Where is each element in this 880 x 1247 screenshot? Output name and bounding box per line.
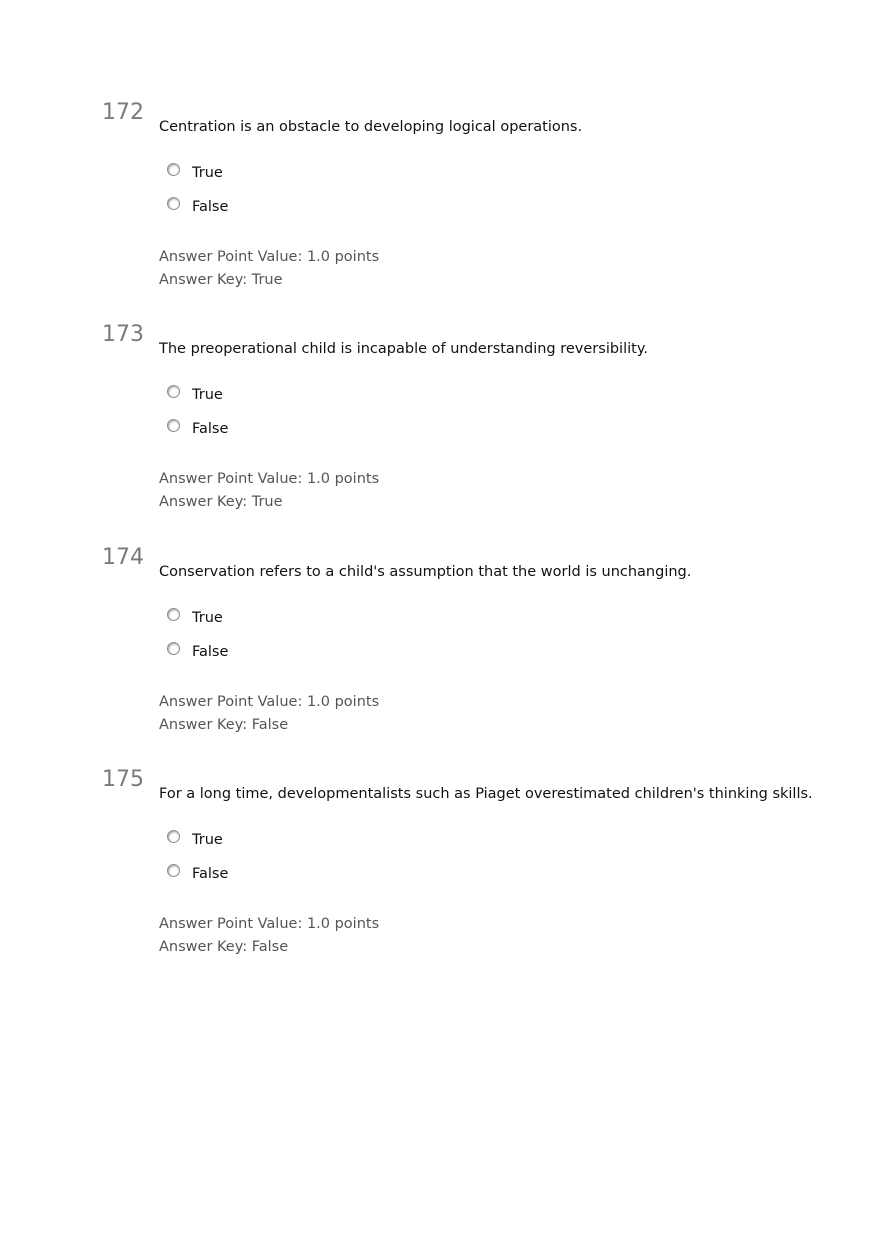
answer-key: Answer Key: False: [159, 717, 289, 733]
question-text: For a long time, developmentalists such as Piaget overestimated children's thinking skills.: [159, 786, 813, 802]
radio-button[interactable]: [167, 163, 180, 176]
option-label: True: [192, 832, 223, 848]
option-label: True: [192, 610, 223, 626]
option-label: False: [192, 199, 229, 215]
radio-button[interactable]: [167, 385, 180, 398]
answer-key: Answer Key: True: [159, 272, 283, 288]
option-true[interactable]: [167, 829, 223, 851]
option-label: False: [192, 644, 229, 660]
option-true[interactable]: [167, 384, 223, 406]
question-number: 175: [102, 767, 144, 792]
answer-point-value: Answer Point Value: 1.0 points: [159, 249, 380, 265]
question-172: [0, 100, 880, 300]
radio-button[interactable]: [167, 608, 180, 621]
radio-button[interactable]: [167, 830, 180, 843]
answer-point-value: Answer Point Value: 1.0 points: [159, 694, 380, 710]
question-174: [0, 545, 880, 745]
option-false[interactable]: [167, 863, 228, 885]
radio-button[interactable]: [167, 642, 180, 655]
radio-button[interactable]: [167, 419, 180, 432]
answer-key: Answer Key: True: [159, 494, 283, 510]
option-label: True: [192, 165, 223, 181]
answer-point-value: Answer Point Value: 1.0 points: [159, 471, 380, 487]
question-number: 172: [102, 100, 144, 125]
question-number: 173: [102, 322, 144, 347]
option-label: False: [192, 421, 229, 437]
option-label: True: [192, 387, 223, 403]
question-173: [0, 322, 880, 522]
answer-point-value: Answer Point Value: 1.0 points: [159, 916, 380, 932]
option-false[interactable]: [167, 196, 228, 218]
question-175: [0, 767, 880, 967]
radio-button[interactable]: [167, 197, 180, 210]
answer-key: Answer Key: False: [159, 939, 289, 955]
question-text: Centration is an obstacle to developing logical operations.: [159, 119, 583, 135]
option-false[interactable]: [167, 418, 228, 440]
question-text: Conservation refers to a child's assumption that the world is unchanging.: [159, 564, 692, 580]
option-label: False: [192, 866, 229, 882]
option-true[interactable]: [167, 607, 223, 629]
radio-button[interactable]: [167, 864, 180, 877]
option-false[interactable]: [167, 641, 228, 663]
option-true[interactable]: [167, 162, 223, 184]
question-number: 174: [102, 545, 144, 570]
question-text: The preoperational child is incapable of understanding reversibility.: [159, 341, 648, 357]
